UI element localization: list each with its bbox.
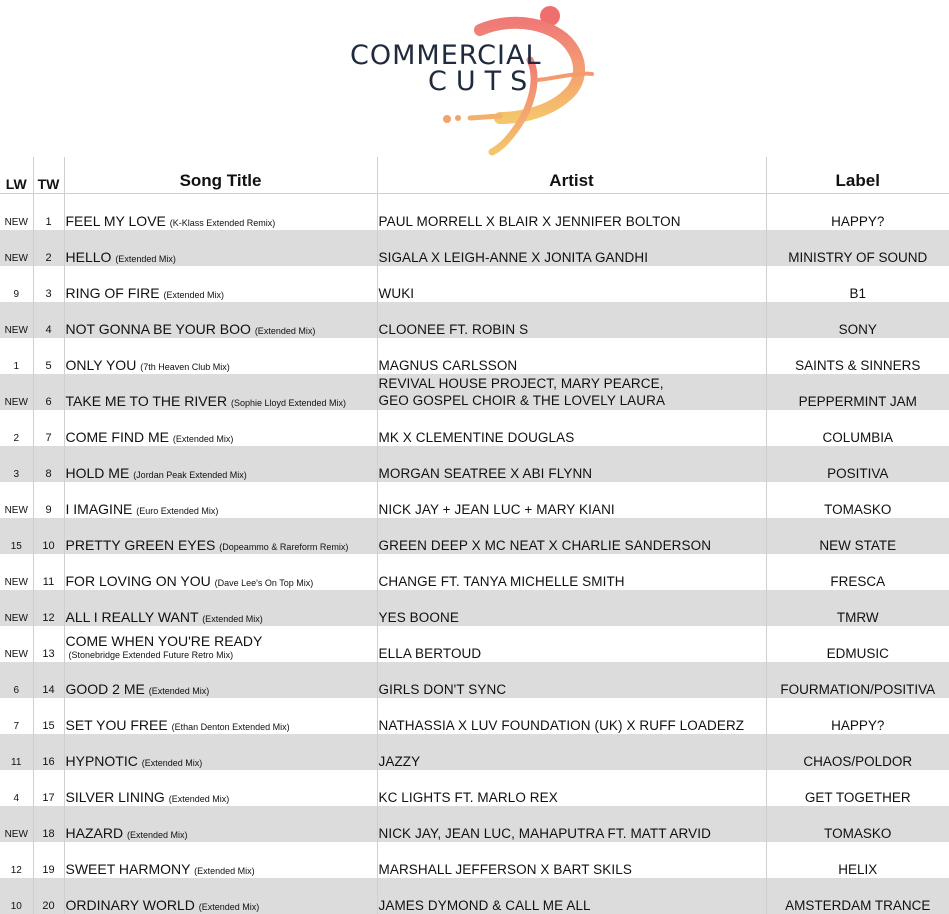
song-title: ONLY YOU [65, 357, 137, 373]
table-row [0, 770, 949, 806]
record-label: SAINTS & SINNERS [795, 358, 921, 373]
table-row [0, 518, 949, 554]
last-week-position: 15 [0, 518, 33, 554]
artist-cell [377, 842, 766, 878]
artist-name: YES BOONE [378, 610, 459, 625]
song-title: SET YOU FREE [65, 717, 168, 733]
record-label: POSITIVA [766, 446, 949, 482]
this-week-position: 5 [33, 338, 64, 374]
artist-name: PAUL MORRELL X BLAIR X JENNIFER BOLTON [378, 214, 681, 229]
record-label: CHAOS/POLDOR [766, 734, 949, 770]
artist-name: JAMES DYMOND & CALL ME ALL [378, 898, 591, 913]
this-week-position: 9 [33, 482, 64, 518]
song-cell [64, 590, 377, 626]
table-row [0, 662, 949, 698]
artist-cell [377, 410, 766, 446]
table-row [0, 734, 949, 770]
artist-cell [377, 878, 766, 914]
last-week-position: NEW [0, 626, 33, 662]
header-song-title: Song Title [64, 157, 377, 194]
song-mix: (Extended Mix) [163, 290, 225, 300]
this-week-position: 14 [33, 662, 64, 698]
artist-name: SIGALA X LEIGH-ANNE X JONITA GANDHI [378, 250, 649, 265]
song-mix: (Jordan Peak Extended Mix) [133, 470, 247, 480]
song-title: SILVER LINING [65, 789, 165, 805]
song-cell [64, 194, 377, 231]
song-cell [64, 770, 377, 806]
artist-cell [377, 590, 766, 626]
artist-cell [377, 734, 766, 770]
artist-name: ELLA BERTOUD [378, 646, 482, 661]
this-week-position: 16 [33, 734, 64, 770]
song-cell [64, 842, 377, 878]
song-mix: (K-Klass Extended Remix) [169, 218, 276, 228]
song-title: SWEET HARMONY [65, 861, 191, 877]
artist-cell [377, 230, 766, 266]
artist-name: CHANGE FT. TANYA MICHELLE SMITH [378, 574, 625, 589]
song-cell [64, 482, 377, 518]
artist-name: NICK JAY, JEAN LUC, MAHAPUTRA FT. MATT ARVID [378, 826, 711, 841]
song-mix: (Extended Mix) [198, 902, 260, 912]
artist-name: MK X CLEMENTINE DOUGLAS [378, 430, 575, 445]
song-mix: (Extended Mix) [148, 686, 210, 696]
artist-name-line2: GEO GOSPEL CHOIR & THE LOVELY LAURA [378, 393, 666, 408]
this-week-position: 18 [33, 806, 64, 842]
record-label: TMRW [766, 590, 949, 626]
song-cell [64, 734, 377, 770]
artist-cell [377, 374, 766, 410]
table-row [0, 806, 949, 842]
artist-name: GIRLS DON'T SYNC [378, 682, 507, 697]
artist-name: MARSHALL JEFFERSON X BART SKILS [378, 862, 632, 877]
logo-line-cuts: CUTS [428, 66, 537, 97]
artist-cell [377, 338, 766, 374]
this-week-position: 10 [33, 518, 64, 554]
song-mix: (Ethan Denton Extended Mix) [171, 722, 290, 732]
artist-name: JAZZY [378, 754, 421, 769]
song-cell [64, 554, 377, 590]
song-mix: (Extended Mix) [141, 758, 203, 768]
table-row [0, 194, 949, 231]
last-week-position: NEW [0, 554, 33, 590]
last-week-position: 11 [0, 734, 33, 770]
artist-name: REVIVAL HOUSE PROJECT, MARY PEARCE, [378, 376, 664, 391]
song-cell [64, 806, 377, 842]
record-label: TOMASKO [766, 806, 949, 842]
record-label: PEPPERMINT JAM [766, 374, 949, 410]
song-title: HYPNOTIC [65, 753, 138, 769]
artist-name: WUKI [378, 286, 415, 301]
song-cell [64, 266, 377, 302]
record-label: SONY [766, 302, 949, 338]
record-label: COLUMBIA [822, 430, 893, 445]
table-row [0, 626, 949, 662]
song-cell [64, 410, 377, 446]
song-cell [64, 302, 377, 338]
song-title: ALL I REALLY WANT [65, 609, 199, 625]
header-this-week: TW [33, 157, 64, 194]
header-label: Label [766, 157, 949, 194]
this-week-position: 19 [33, 842, 64, 878]
song-cell [64, 338, 377, 374]
song-title: FEEL MY LOVE [65, 213, 166, 229]
this-week-position: 4 [33, 302, 64, 338]
this-week-position: 1 [33, 194, 64, 231]
this-week-position: 17 [33, 770, 64, 806]
last-week-position: 2 [0, 410, 33, 446]
this-week-position: 12 [33, 590, 64, 626]
table-row [0, 374, 949, 410]
song-mix: (Extended Mix) [168, 794, 230, 804]
this-week-position: 3 [33, 266, 64, 302]
song-mix: (Stonebridge Extended Future Retro Mix) [68, 650, 234, 660]
table-row [0, 302, 949, 338]
last-week-position: NEW [0, 230, 33, 266]
commercial-cuts-logo [340, 0, 610, 158]
artist-cell [377, 770, 766, 806]
last-week-position: 4 [0, 770, 33, 806]
song-cell [64, 626, 377, 662]
song-mix: (Extended Mix) [115, 254, 176, 264]
song-cell [64, 518, 377, 554]
this-week-position: 8 [33, 446, 64, 482]
record-label: FRESCA [830, 574, 886, 589]
artist-cell [377, 554, 766, 590]
record-label: EDMUSIC [826, 646, 889, 661]
song-mix: (Extended Mix) [254, 326, 316, 336]
record-label: HELIX [838, 862, 878, 877]
header-last-week: LW [0, 157, 33, 194]
artist-name: GREEN DEEP X MC NEAT X CHARLIE SANDERSON [378, 538, 712, 553]
table-row [0, 338, 949, 374]
record-label: TOMASKO [824, 502, 892, 517]
artist-cell [377, 482, 766, 518]
this-week-position: 6 [33, 374, 64, 410]
this-week-position: 20 [33, 878, 64, 914]
song-cell [64, 230, 377, 266]
song-mix: (Euro Extended Mix) [136, 506, 219, 516]
artist-cell [377, 194, 766, 231]
record-label: B1 [849, 286, 866, 301]
last-week-position: 9 [0, 266, 33, 302]
artist-name: MORGAN SEATREE X ABI FLYNN [378, 466, 593, 481]
song-mix: (Extended Mix) [172, 434, 234, 444]
artist-cell [377, 806, 766, 842]
record-label: HAPPY? [831, 214, 885, 229]
chart-table [0, 157, 949, 914]
last-week-position: 10 [0, 878, 33, 914]
artist-name: NICK JAY + JEAN LUC + MARY KIANI [378, 502, 615, 517]
song-title: TAKE ME TO THE RIVER [65, 393, 228, 409]
artist-cell [377, 698, 766, 734]
this-week-position: 15 [33, 698, 64, 734]
last-week-position: NEW [0, 590, 33, 626]
record-label: AMSTERDAM TRANCE [766, 878, 949, 914]
artist-cell [377, 446, 766, 482]
last-week-position: NEW [0, 302, 33, 338]
song-mix: (Extended Mix) [126, 830, 188, 840]
table-row [0, 266, 949, 302]
table-row [0, 446, 949, 482]
artist-name: MAGNUS CARLSSON [378, 358, 518, 373]
song-title: NOT GONNA BE YOUR BOO [65, 321, 251, 337]
song-title: ORDINARY WORLD [65, 897, 195, 913]
song-title: HAZARD [65, 825, 124, 841]
song-cell [64, 662, 377, 698]
table-header-row [0, 157, 949, 194]
this-week-position: 2 [33, 230, 64, 266]
artist-cell [377, 662, 766, 698]
song-title: FOR LOVING ON YOU [65, 573, 211, 589]
this-week-position: 7 [33, 410, 64, 446]
table-row [0, 482, 949, 518]
artist-cell [377, 266, 766, 302]
table-row [0, 842, 949, 878]
song-mix: (Dave Lee's On Top Mix) [214, 578, 314, 588]
last-week-position: 3 [0, 446, 33, 482]
artist-name: CLOONEE FT. ROBIN S [378, 322, 529, 337]
artist-cell [377, 518, 766, 554]
song-mix: (Extended Mix) [202, 614, 263, 624]
this-week-position: 11 [33, 554, 64, 590]
logo-line-commercial: COMMERCIAL [350, 40, 542, 71]
song-cell [64, 698, 377, 734]
record-label: NEW STATE [766, 518, 949, 554]
table-row [0, 554, 949, 590]
last-week-position: 1 [0, 338, 33, 374]
record-label: HAPPY? [831, 718, 885, 733]
song-title: COME WHEN YOU'RE READY [65, 633, 263, 649]
song-mix: (7th Heaven Club Mix) [140, 362, 230, 372]
header-artist: Artist [377, 157, 766, 194]
table-row [0, 410, 949, 446]
last-week-position: NEW [0, 194, 33, 231]
song-mix: (Extended Mix) [194, 866, 255, 876]
table-row [0, 698, 949, 734]
this-week-position: 13 [33, 626, 64, 662]
song-cell [64, 446, 377, 482]
song-mix: (Sophie Lloyd Extended Mix) [230, 398, 347, 408]
record-label: MINISTRY OF SOUND [766, 230, 949, 266]
last-week-position: 6 [0, 662, 33, 698]
artist-name: KC LIGHTS FT. MARLO REX [378, 790, 558, 805]
last-week-position: 7 [0, 698, 33, 734]
song-mix: (Dopeammo & Rareform Remix) [219, 542, 349, 552]
song-title: RING OF FIRE [65, 285, 160, 301]
song-cell [64, 374, 377, 410]
song-title: PRETTY GREEN EYES [65, 537, 216, 553]
song-title: I IMAGINE [65, 501, 133, 517]
artist-cell [377, 302, 766, 338]
table-row [0, 590, 949, 626]
table-row [0, 878, 949, 914]
table-row [0, 230, 949, 266]
song-title: HELLO [65, 249, 112, 265]
last-week-position: NEW [0, 482, 33, 518]
song-title: GOOD 2 ME [65, 681, 145, 697]
record-label: GET TOGETHER [804, 790, 911, 805]
song-title: COME FIND ME [65, 429, 169, 445]
artist-name: NATHASSIA X LUV FOUNDATION (UK) X RUFF LOADERZ [378, 718, 745, 733]
last-week-position: NEW [0, 374, 33, 410]
song-cell [64, 878, 377, 914]
artist-cell [377, 626, 766, 662]
record-label: FOURMATION/POSITIVA [766, 662, 949, 698]
song-title: HOLD ME [65, 465, 130, 481]
last-week-position: NEW [0, 806, 33, 842]
last-week-position: 12 [0, 842, 33, 878]
